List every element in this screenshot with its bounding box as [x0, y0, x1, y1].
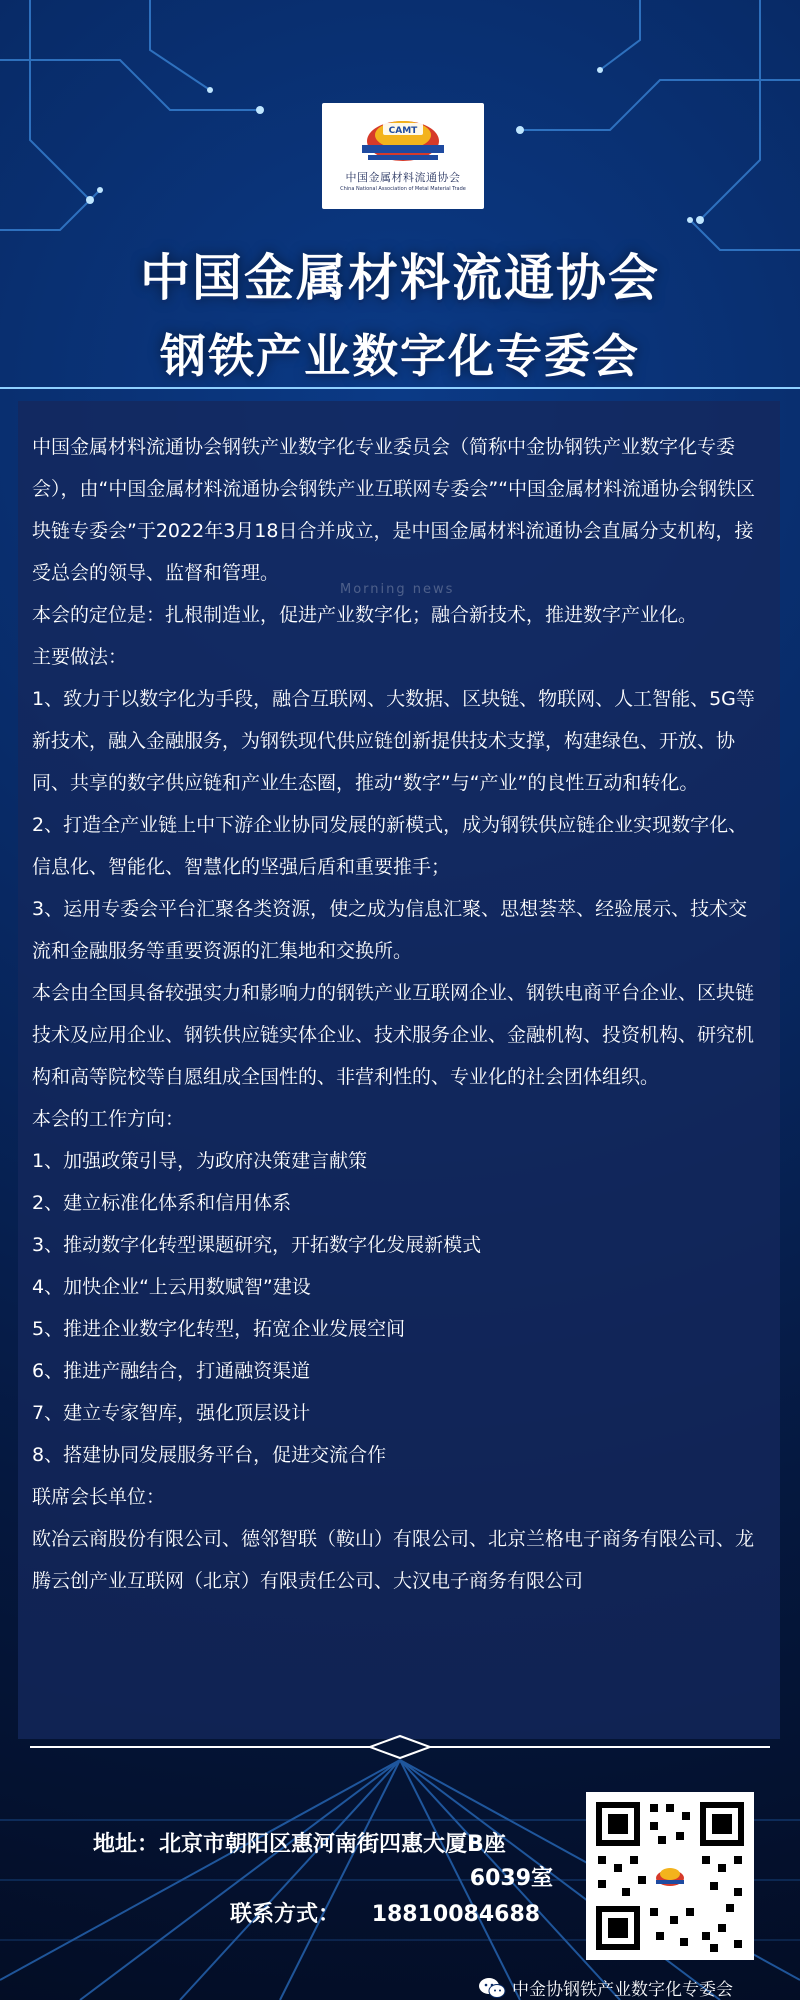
logo-name-cn: 中国金属材料流通协会: [345, 171, 461, 184]
paragraph: 1、加强政策引导，为政府决策建言献策: [32, 1150, 368, 1172]
address-line-2: 6039室: [469, 1866, 553, 1891]
watermark: Morning news: [340, 582, 455, 597]
description-text: [32, 426, 762, 1602]
contact-info: [230, 1897, 540, 1928]
paragraph: 5、推进企业数字化转型，拓宽企业发展空间: [32, 1318, 406, 1340]
paragraph: 1、致力于以数字化为手段，融合互联网、大数据、区块链、物联网、人工智能、5G等新技术，融入金融服务，为钢铁现代供应链创新提供技术支撑，构建绿色、开放、协同、共享的数字供应链和产业生态圈，推动“数字”与“产业”的良性互动和转化。: [32, 688, 755, 794]
qr-code-icon: [586, 1792, 754, 1960]
paragraph: 中国金属材料流通协会钢铁产业数字化专业委员会（简称中金协钢铁产业数字化专委会），由“中国金属材料流通协会钢铁产业互联网专委会”“中国金属材料流通协会钢铁区块链专委会”于2022年3月18日合并成立，是中国金属材料流通协会直属分支机构，接受总会的领导、监督和管理。: [32, 436, 756, 584]
title-line-1: 中国金属材料流通协会: [140, 249, 660, 307]
logo-name-en: China National Association of Metal Material Trade: [340, 186, 466, 192]
paragraph: 3、运用专委会平台汇聚各类资源，使之成为信息汇聚、思想荟萃、经验展示、技术交流和金融服务等重要资源的汇集地和交换所。: [32, 898, 748, 962]
paragraph: 6、推进产融结合，打通融资渠道: [32, 1360, 311, 1382]
association-logo: [322, 103, 484, 209]
brand-name: 中金协钢铁产业数字化专委会: [512, 1980, 733, 2000]
paragraph: 主要做法：: [32, 646, 128, 668]
brand-footer: [478, 1975, 733, 2000]
paragraph: 8、搭建协同发展服务平台，促进交流合作: [32, 1444, 387, 1466]
logo-badge: CAMT: [388, 126, 418, 136]
paragraph: 本会的工作方向：: [32, 1108, 185, 1130]
paragraph: 欧冶云商股份有限公司、德邻智联（鞍山）有限公司、北京兰格电子商务有限公司、龙腾云创产业互联网（北京）有限责任公司、大汉电子商务有限公司: [32, 1528, 755, 1592]
paragraph: 2、建立标准化体系和信用体系: [32, 1192, 292, 1214]
header-divider: [0, 378, 800, 394]
address: [93, 1828, 553, 1896]
address-line-1: 地址：北京市朝阳区惠河南街四惠大厦B座: [93, 1832, 506, 1857]
qr-code[interactable]: [586, 1792, 754, 1960]
paragraph: 3、推动数字化转型课题研究，开拓数字化发展新模式: [32, 1234, 482, 1256]
wechat-icon: [478, 1976, 506, 2000]
title-line-2: 钢铁产业数字化专委会: [160, 329, 640, 383]
contact-phone: 18810084688: [371, 1902, 541, 1927]
paragraph: 2、打造全产业链上中下游企业协同发展的新模式，成为钢铁供应链企业实现数字化、信息化、智能化、智慧化的坚强后盾和重要推手；: [32, 814, 748, 878]
footer-divider: [0, 1732, 800, 1762]
paragraph: 本会由全国具备较强实力和影响力的钢铁产业互联网企业、钢铁电商平台企业、区块链技术及应用企业、钢铁供应链实体企业、技术服务企业、金融机构、投资机构、研究机构和高等院校等自愿组成全国性的、非营利性的、专业化的社会团体组织。: [32, 982, 755, 1088]
paragraph: 联席会长单位：: [32, 1486, 166, 1508]
paragraph: 4、加快企业“上云用数赋智”建设: [32, 1276, 311, 1298]
paragraph: 本会的定位是：扎根制造业，促进产业数字化；融合新技术，推进数字产业化。: [32, 604, 698, 626]
camt-emblem-icon: [348, 109, 458, 167]
contact-label: 联系方式：: [230, 1902, 341, 1927]
paragraph: 7、建立专家智库，强化顶层设计: [32, 1402, 311, 1424]
